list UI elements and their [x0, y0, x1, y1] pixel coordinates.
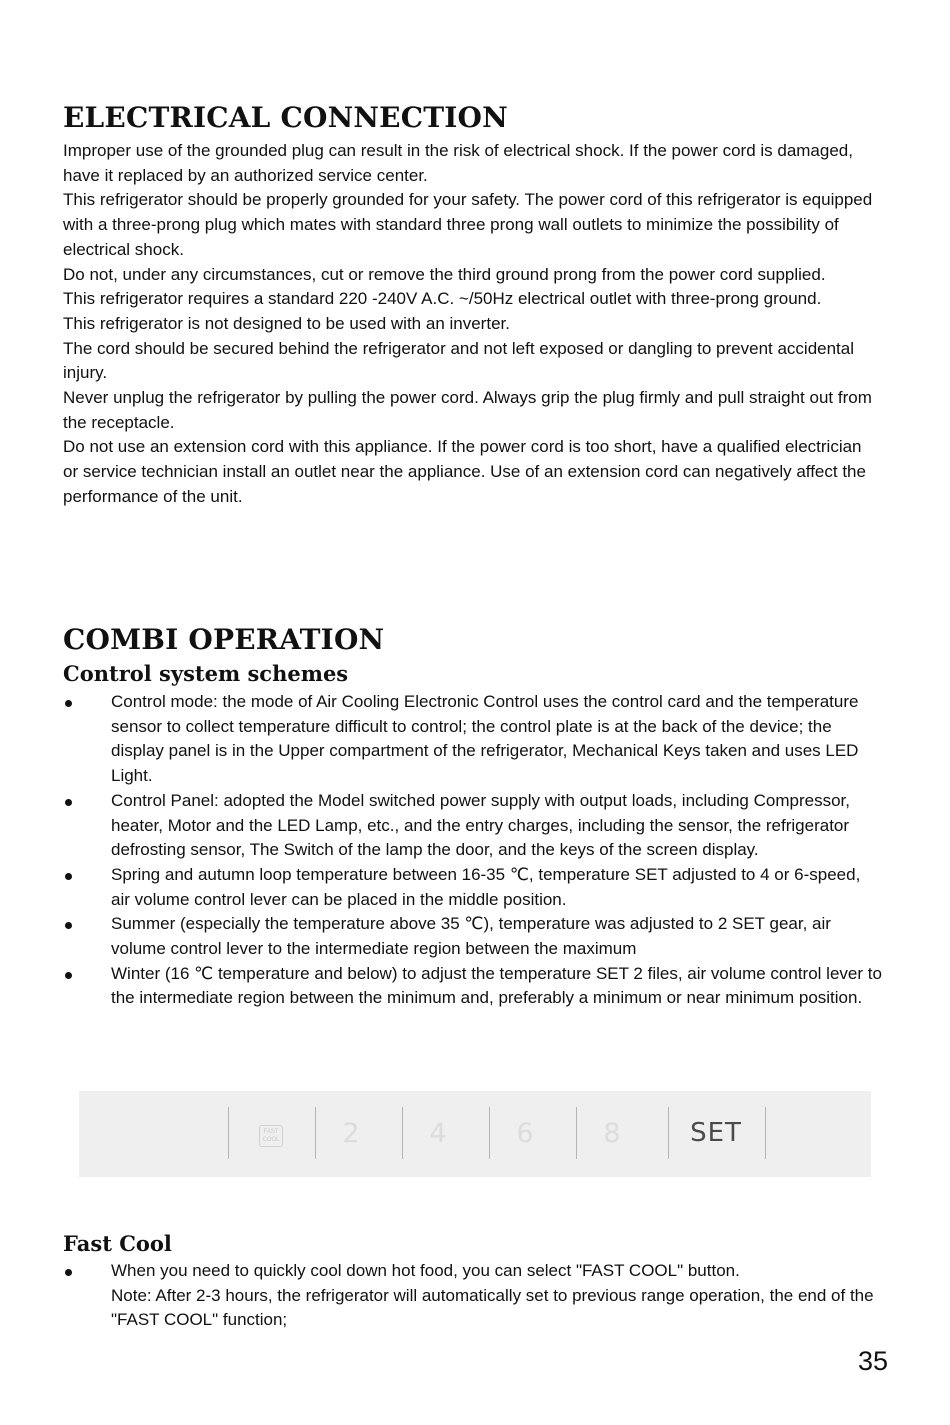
list-item: [63, 912, 883, 961]
list-item-note: Note: After 2-3 hours, the refrigerator will automatically set to previous range operation, the end of the "FAST COOL" function;: [111, 1285, 874, 1330]
list-item: [63, 1259, 883, 1333]
combi-heading: COMBI OPERATION: [63, 623, 385, 656]
electrical-paragraph: This refrigerator is not designed to be used with an inverter.: [63, 313, 510, 333]
panel-divider: [668, 1107, 669, 1159]
list-item-text: Spring and autumn loop temperature between 16-35 ℃, temperature SET adjusted to 4 or 6-speed, air volume control lever can be placed in the middle position.: [111, 864, 861, 909]
bullet-icon: [65, 972, 72, 979]
list-item-text: Control mode: the mode of Air Cooling Electronic Control uses the control card and the temperature sensor to collect temperature difficult to control; the control plate is at the back of the device; the display panel is in the Upper compartment of the refrigerator, Mechanical Keys taken and uses LED Light.: [111, 692, 859, 786]
panel-divider: [576, 1107, 577, 1159]
panel-divider: [315, 1107, 316, 1159]
list-item-text: When you need to quickly cool down hot food, you can select "FAST COOL" button.: [111, 1261, 740, 1280]
list-item: [63, 789, 883, 863]
control-schemes-list: [63, 690, 883, 1011]
list-item-text: Summer (especially the temperature above 35 ℃), temperature was adjusted to 2 SET gear, air volume control lever to the intermediate region between the maximum: [111, 914, 831, 959]
temp-key-8: 8: [603, 1118, 621, 1149]
panel-divider: [228, 1107, 229, 1159]
electrical-paragraph: Improper use of the grounded plug can result in the risk of electrical shock. If the power cord is damaged, have it replaced by an authorized service center.: [63, 141, 853, 185]
electrical-paragraph: Do not, under any circumstances, cut or remove the third ground prong from the power cord supplied.: [63, 264, 826, 284]
control-schemes-subheading: Control system schemes: [63, 661, 349, 686]
list-item-text: Winter (16 ℃ temperature and below) to adjust the temperature SET 2 files, air volume control lever to the intermediate region between the minimum and, preferably a minimum or near minimum position.: [111, 963, 882, 1008]
fast-cool-heading: Fast Cool: [63, 1231, 172, 1256]
list-item: [63, 962, 883, 1011]
panel-divider: [489, 1107, 490, 1159]
electrical-paragraph: Never unplug the refrigerator by pulling the power cord. Always grip the plug firmly and pull straight out from the receptacle.: [63, 388, 872, 432]
bullet-icon: [65, 873, 72, 880]
electrical-paragraph: This refrigerator should be properly grounded for your safety. The power cord of this refrigerator is equipped with a three-prong plug which mates with standard three prong wall outlets to minimize the possibility of electrical shock.: [63, 190, 873, 259]
temp-key-2: 2: [342, 1118, 360, 1149]
temp-key-4: 4: [429, 1118, 447, 1149]
temp-key-6: 6: [516, 1118, 534, 1149]
set-key: SET: [690, 1118, 742, 1148]
bullet-icon: [65, 799, 72, 806]
electrical-paragraph: Do not use an extension cord with this appliance. If the power cord is too short, have a qualified electrician or service technician install an outlet near the appliance. Use of an extension cord can negatively affect the performance of the unit.: [63, 437, 866, 506]
bullet-icon: [65, 700, 72, 707]
electrical-paragraph: This refrigerator requires a standard 220 -240V A.C. ~/50Hz electrical outlet with three-prong ground.: [63, 289, 822, 309]
bullet-icon: [65, 922, 72, 929]
list-item-text: Control Panel: adopted the Model switched power supply with output loads, including Compressor, heater, Motor and the LED Lamp, etc., and the entry charges, including the sensor, the refrigerator defrosting sensor, The Switch of the lamp the door, and the keys of the screen display.: [111, 790, 850, 860]
panel-divider: [765, 1107, 766, 1159]
electrical-body: [63, 139, 878, 510]
electrical-paragraph: The cord should be secured behind the refrigerator and not left exposed or dangling to prevent accidental injury.: [63, 338, 855, 383]
panel-divider: [402, 1107, 403, 1159]
list-item: [63, 863, 883, 912]
fast-cool-list: [63, 1259, 883, 1333]
fast-cool-icon: FAST COOL: [259, 1125, 283, 1147]
bullet-icon: [65, 1269, 72, 1276]
control-panel-illustration: [79, 1091, 871, 1177]
list-item: [63, 690, 883, 789]
electrical-heading: ELECTRICAL CONNECTION: [63, 101, 508, 134]
page-number: 35: [857, 1346, 888, 1376]
